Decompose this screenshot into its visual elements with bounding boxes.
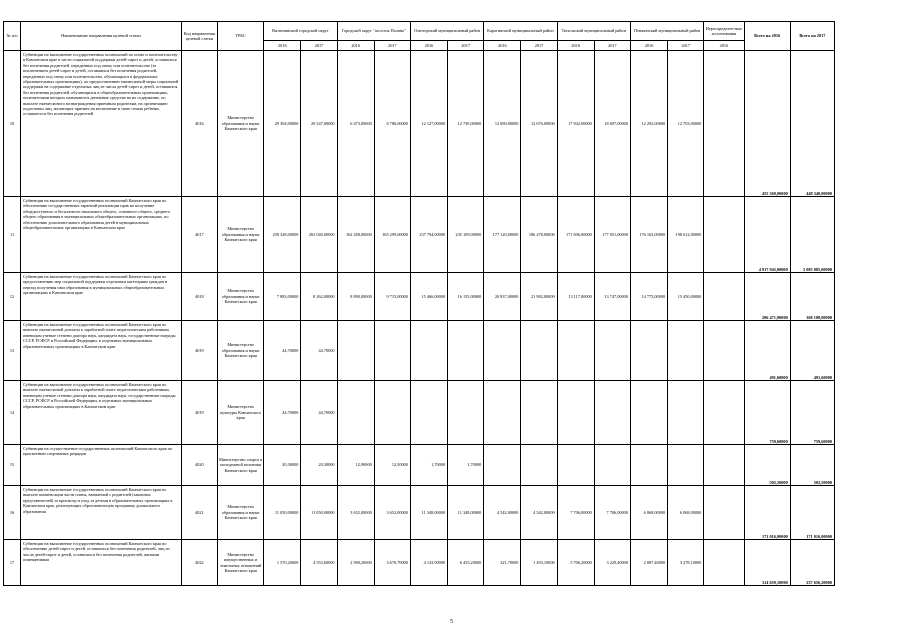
table-row xyxy=(4,445,835,486)
row-value xyxy=(484,381,521,445)
col-no-header: № п/п xyxy=(4,22,21,51)
year-2016-header: 2016 xyxy=(704,41,744,51)
row-value: 263 040,00000 xyxy=(301,197,337,273)
row-value: 44,70000 xyxy=(301,381,337,445)
row-total-2017: 171 016,00000 xyxy=(790,486,834,540)
row-grbs: Министерство образования и науки Камчатского края xyxy=(218,486,264,540)
row-value: 12 703,00000 xyxy=(668,51,704,197)
row-value: 321,70000 xyxy=(484,540,521,586)
year-2016-header: 2016 xyxy=(557,41,594,51)
row-code: 4018 xyxy=(181,273,217,321)
row-total-2017: 759,60000 xyxy=(790,381,834,445)
row-total-2017: 5 085 085,00000 xyxy=(790,197,834,273)
row-number: 10 xyxy=(4,51,21,197)
budget-table xyxy=(3,21,835,586)
page-number: 5 xyxy=(450,619,453,625)
row-value: 7 706,00000 xyxy=(557,486,594,540)
row-value: 16 155,00000 xyxy=(448,273,484,321)
row-total-2016: 502,50000 xyxy=(744,445,790,486)
row-value: 29 394,00000 xyxy=(264,51,301,197)
row-value: 8 890,00000 xyxy=(337,273,374,321)
col-unallocated-header: Нераспределен-ные ассигнования xyxy=(704,22,744,41)
row-value: 11 348,00000 xyxy=(410,486,447,540)
row-value xyxy=(704,540,744,586)
row-grbs: Министерство образования и науки Камчатского края xyxy=(218,321,264,381)
row-value: 7 706,00000 xyxy=(594,486,630,540)
year-2017-header: 2017 xyxy=(668,41,704,51)
row-grbs: Министерство образования и науки Камчатского края xyxy=(218,197,264,273)
row-value: 4 542,00000 xyxy=(484,486,521,540)
col-grbs-header: ГРБС xyxy=(218,22,264,51)
row-total-2016: 4 917 945,00000 xyxy=(744,197,790,273)
col-municipality-header: Карагинский муниципальный район xyxy=(484,22,557,41)
row-grbs: Министерство спорта и молодежной политики Камчатского края xyxy=(218,445,264,486)
row-name: Субвенции на выполнение государственных полномочий Камчатского края по выплате ежемесячной доплаты к заработной плате педагогическим работникам, имеющим ученые степени доктора наук, кандидата наук, государственные награды СССР, РСФСР и Российской Федерации, в отдельных муниципальных образовательных организациях в Камчатском крае xyxy=(21,321,182,381)
row-value: 12,50000 xyxy=(374,445,410,486)
row-code: 4020 xyxy=(181,445,217,486)
row-grbs: Министерство образования и науки Камчатского края xyxy=(218,273,264,321)
row-value xyxy=(448,321,484,381)
year-2016-header: 2016 xyxy=(484,41,521,51)
row-value xyxy=(594,445,630,486)
row-total-2017: 237 656,20000 xyxy=(790,540,834,586)
row-value xyxy=(704,273,744,321)
row-value: 2 087,40000 xyxy=(630,540,667,586)
row-value: 6 786,00000 xyxy=(374,51,410,197)
row-value: 20,30000 xyxy=(301,445,337,486)
row-value: 11 050,00000 xyxy=(264,486,301,540)
row-value: 12 080,00000 xyxy=(484,51,521,197)
row-total-2016: 314 659,10000 xyxy=(744,540,790,586)
row-name: Субвенции на выполнение государственных полномочий по опеке и попечительству в Камчатском крае в части социальной поддержки детей-сирот и детей, оставшихся без попечения родителей, переданных под опеку или попечительство (за исключением детей-сирот и детей, оставшихся без попечения родителей, переданных под опеку или попечительство, обучающихся в федеральных образовательных организациях), по предоставлению ежемесячной меры социальной поддержки на содержание отдельных лиц из числа детей-сирот и детей, оставшихся без попечения родителей, обучающихся в общеобразовательных организациях, попечителями которых назначаются денежные средства на их содержание, по выплате ежемесячного вознаграждения приемным родителям, на организацию подготовки лиц, желающих принять на воспитание в свою семью ребенка, оставшегося без попечения родителей xyxy=(21,51,182,197)
row-number: 12 xyxy=(4,273,21,321)
row-value xyxy=(484,321,521,381)
year-2017-header: 2017 xyxy=(594,41,630,51)
row-code: 4022 xyxy=(181,540,217,586)
row-value: 8 262,00000 xyxy=(301,273,337,321)
row-value: 9 715,00000 xyxy=(374,273,410,321)
row-value: 20 837,00000 xyxy=(484,273,521,321)
col-name-header: Наименование направления целевой статьи xyxy=(21,22,182,51)
row-total-2016: 171 016,00000 xyxy=(744,486,790,540)
col-municipality-header: Вилючинский городской округ xyxy=(264,22,337,41)
table-row xyxy=(4,381,835,445)
row-number: 14 xyxy=(4,381,21,445)
row-value xyxy=(557,445,594,486)
col-total-2017-header: Всего на 2017 xyxy=(790,22,834,51)
row-value xyxy=(448,381,484,445)
row-name: Субвенции на осуществление государственных полномочий Камчатского края по присвоению спортивных разрядов xyxy=(21,445,182,486)
row-value: 29 347,00000 xyxy=(301,51,337,197)
row-value xyxy=(374,321,410,381)
row-code: 4019 xyxy=(181,321,217,381)
row-value: 237 794,00000 xyxy=(410,197,447,273)
row-value: 12 730,00000 xyxy=(448,51,484,197)
table-row xyxy=(4,540,835,586)
row-value: 7 883,00000 xyxy=(264,273,301,321)
row-value xyxy=(594,321,630,381)
row-value: 198 612,00000 xyxy=(668,197,704,273)
row-value: 11 050,00000 xyxy=(301,486,337,540)
row-value: 1 570,20000 xyxy=(264,540,301,586)
row-value: 44,70000 xyxy=(301,321,337,381)
row-value: 6 068,00000 xyxy=(668,486,704,540)
row-code: 4017 xyxy=(181,197,217,273)
row-value: 11 348,00000 xyxy=(448,486,484,540)
col-municipality-header: Городской округ "поселок Палана" xyxy=(337,22,410,41)
row-value: 3 670,70000 xyxy=(374,540,410,586)
row-name: Субвенции на выполнение государственных полномочий Камчатского края по выплате компенсации части платы, взимаемой с родителей (законных представителей) за присмотр и уход за детьми в образовательных организациях в Камчатском крае, реализующих образовательную программу дошкольного образования xyxy=(21,486,182,540)
row-code: 4019 xyxy=(181,381,217,445)
row-value xyxy=(704,51,744,197)
row-value xyxy=(704,445,744,486)
col-municipality-header: Тигильский муниципальный район xyxy=(557,22,630,41)
row-value xyxy=(521,321,557,381)
row-value: 13 747,00000 xyxy=(594,273,630,321)
row-total-2017: 502,50000 xyxy=(790,445,834,486)
row-value: 6 068,00000 xyxy=(630,486,667,540)
row-value: 12 292,00000 xyxy=(630,51,667,197)
row-name: Субвенции на выполнение государственных полномочий Камчатского края по обеспечению детей-сирот и детей, оставшихся без попечения родителей, лиц из числа детей-сирот и детей, оставшихся без попечения родителей, жилыми помещениями xyxy=(21,540,182,586)
year-2017-header: 2017 xyxy=(448,41,484,51)
row-value: 6 473,00000 xyxy=(337,51,374,197)
row-value: 176 163,00000 xyxy=(630,197,667,273)
row-value: 20,30000 xyxy=(264,445,301,486)
row-value xyxy=(704,321,744,381)
row-total-2017: 491,60000 xyxy=(790,321,834,381)
table-row xyxy=(4,51,835,197)
row-value: 44,70000 xyxy=(264,381,301,445)
row-value: 44,70000 xyxy=(264,321,301,381)
row-number: 17 xyxy=(4,540,21,586)
row-value: 18 697,00000 xyxy=(594,51,630,197)
row-total-2016: 759,60000 xyxy=(744,381,790,445)
row-value: 17 942,00000 xyxy=(557,51,594,197)
row-code: 4016 xyxy=(181,51,217,197)
row-total-2017: 368 108,00000 xyxy=(790,273,834,321)
row-total-2016: 455 369,00000 xyxy=(744,51,790,197)
row-value: 15 466,00000 xyxy=(410,273,447,321)
row-value: 235 109,00000 xyxy=(448,197,484,273)
row-value xyxy=(668,445,704,486)
col-municipality-header: Олюторский муниципальный район xyxy=(410,22,483,41)
row-value xyxy=(704,486,744,540)
row-name: Субвенции на выполнение государственных полномочий Камчатского края по предоставлению мер социальной поддержки отдельным категориям граждан в период получения ими образования в муниципальных общеобразовательных организациях в Камчатском крае xyxy=(21,273,182,321)
row-value: 3 652,00000 xyxy=(374,486,410,540)
row-value: 4 542,00000 xyxy=(521,486,557,540)
row-name: Субвенции на выполнение государственных полномочий Камчатского края по обеспечению государственных гарантий реализации прав на получение общедоступного и бесплатного начального общего, основного общего, среднего общего образования в муниципальных общеобразовательных организациях, по обеспечению дополнительного образования детей в муниципальных общеобразовательных организациях в Камчатском крае xyxy=(21,197,182,273)
row-value xyxy=(704,197,744,273)
row-number: 15 xyxy=(4,445,21,486)
row-grbs: Министерство имущественных и земельных отношений Камчатского края xyxy=(218,540,264,586)
row-value: 1,70000 xyxy=(410,445,447,486)
row-value xyxy=(557,321,594,381)
row-value: 6 455,20000 xyxy=(448,540,484,586)
row-value: 177 120,00000 xyxy=(484,197,521,273)
row-value: 21 982,00000 xyxy=(521,273,557,321)
year-2016-header: 2016 xyxy=(410,41,447,51)
year-2016-header: 2016 xyxy=(630,41,667,51)
row-value xyxy=(484,445,521,486)
row-value: 3 229,40000 xyxy=(594,540,630,586)
row-value: 15 450,00000 xyxy=(668,273,704,321)
row-value xyxy=(410,321,447,381)
year-2016-header: 2016 xyxy=(337,41,374,51)
row-value: 12,90000 xyxy=(337,445,374,486)
row-total-2016: 286 471,00000 xyxy=(744,273,790,321)
row-value xyxy=(668,321,704,381)
row-value xyxy=(410,381,447,445)
row-grbs: Министерство образования и науки Камчатского края xyxy=(218,51,264,197)
col-code-header: Код направления целевой статьи xyxy=(181,22,217,51)
row-value: 171 696,00000 xyxy=(557,197,594,273)
row-value xyxy=(557,381,594,445)
row-value xyxy=(704,381,744,445)
row-value: 13 117,00000 xyxy=(557,273,594,321)
table-row xyxy=(4,486,835,540)
row-value xyxy=(337,321,374,381)
row-value xyxy=(668,381,704,445)
year-2017-header: 2017 xyxy=(521,41,557,51)
row-value: 177 051,00000 xyxy=(594,197,630,273)
row-value: 12 127,00000 xyxy=(410,51,447,197)
row-value xyxy=(630,445,667,486)
col-total-2016-header: Всего на 2016 xyxy=(744,22,790,51)
col-municipality-header: Пенжинский муниципальный район xyxy=(630,22,703,41)
row-value: 14 775,00000 xyxy=(630,273,667,321)
row-code: 4021 xyxy=(181,486,217,540)
row-value xyxy=(337,381,374,445)
row-grbs: Министерство культуры Камчатского края xyxy=(218,381,264,445)
row-value: 165 299,00000 xyxy=(374,197,410,273)
row-value: 1,70000 xyxy=(448,445,484,486)
row-value: 4 143,90000 xyxy=(410,540,447,586)
row-value xyxy=(521,445,557,486)
row-value: 4 553,60000 xyxy=(301,540,337,586)
row-number: 11 xyxy=(4,197,21,273)
row-value: 3 652,00000 xyxy=(337,486,374,540)
row-value xyxy=(374,381,410,445)
row-value: 259 328,00000 xyxy=(264,197,301,273)
table-row xyxy=(4,273,835,321)
row-name: Субвенции на выполнение государственных полномочий Камчатского края по выплате ежемесячной доплаты к заработной плате педагогическим работникам, имеющим ученые степени доктора наук, кандидата наук, государственные награды СССР, РСФСР и Российской Федерации, в отдельных муниципальных образовательных организациях в Камчатском крае xyxy=(21,381,182,445)
row-value xyxy=(630,381,667,445)
row-value xyxy=(521,381,557,445)
row-value: 5 706,20000 xyxy=(557,540,594,586)
year-2016-header: 2016 xyxy=(264,41,301,51)
row-value: 1 493,10000 xyxy=(521,540,557,586)
row-value: 3 278,10000 xyxy=(668,540,704,586)
row-number: 13 xyxy=(4,321,21,381)
year-2017-header: 2017 xyxy=(301,41,337,51)
year-2017-header: 2017 xyxy=(374,41,410,51)
row-value: 12 676,00000 xyxy=(521,51,557,197)
table-row xyxy=(4,197,835,273)
row-value: 186 278,00000 xyxy=(521,197,557,273)
row-number: 16 xyxy=(4,486,21,540)
row-total-2017: 448 340,00000 xyxy=(790,51,834,197)
row-value: 162 458,00000 xyxy=(337,197,374,273)
table-body xyxy=(4,51,835,586)
row-value: 2 990,20000 xyxy=(337,540,374,586)
row-value xyxy=(594,381,630,445)
row-total-2016: 491,60000 xyxy=(744,321,790,381)
table-row xyxy=(4,321,835,381)
row-value xyxy=(630,321,667,381)
